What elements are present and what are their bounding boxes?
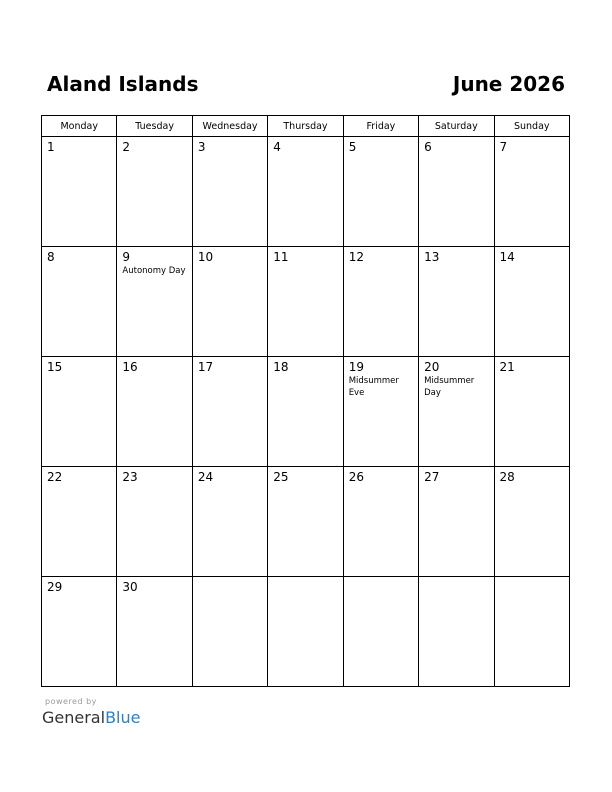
calendar-day-cell [117, 577, 192, 687]
weekday-header-tuesday: Tuesday [117, 116, 192, 137]
calendar-day-cell [419, 467, 494, 577]
calendar-day-cell [343, 357, 418, 467]
calendar-day-cell [419, 137, 494, 247]
weekday-header-saturday: Saturday [419, 116, 494, 137]
calendar-week-row [42, 467, 570, 577]
weekday-header-wednesday: Wednesday [192, 116, 267, 137]
weekday-header-friday: Friday [343, 116, 418, 137]
day-number: 21 [499, 360, 515, 374]
month-year-title: June 2026 [452, 72, 565, 96]
brand-general-text: General [42, 708, 106, 727]
day-number: 14 [499, 250, 515, 264]
day-number: 15 [47, 360, 63, 374]
calendar-day-cell [268, 137, 343, 247]
day-number: 24 [197, 470, 214, 484]
calendar-week-row [42, 577, 570, 687]
day-number: 19 [348, 360, 364, 374]
calendar-empty-cell [494, 577, 569, 687]
calendar-empty-cell [268, 577, 343, 687]
calendar-day-cell [117, 247, 192, 357]
weekday-header-row [42, 116, 570, 137]
calendar-day-cell [42, 247, 117, 357]
calendar-day-cell [42, 357, 117, 467]
day-number: 27 [424, 470, 440, 484]
day-number: 18 [273, 360, 289, 374]
calendar-day-cell [42, 137, 117, 247]
day-number: 9 [122, 250, 131, 264]
holiday-label: Autonomy Day [122, 266, 186, 276]
day-number: 26 [348, 470, 364, 484]
day-number: 23 [122, 470, 138, 484]
day-number: 10 [197, 250, 214, 264]
calendar-day-cell [268, 357, 343, 467]
day-number: 8 [47, 250, 55, 264]
calendar-week-row [42, 137, 570, 247]
calendar-day-cell [42, 577, 117, 687]
day-number: 5 [348, 140, 357, 154]
day-number: 20 [424, 360, 440, 374]
generalblue-logo[interactable] [42, 708, 140, 728]
weekday-header-monday: Monday [42, 116, 117, 137]
calendar-day-cell [42, 467, 117, 577]
calendar-day-cell [419, 357, 494, 467]
day-number: 12 [348, 250, 364, 264]
calendar-week-row [42, 357, 570, 467]
calendar-day-cell [117, 137, 192, 247]
day-number: 30 [122, 580, 138, 594]
weekday-header-thursday: Thursday [268, 116, 343, 137]
calendar-week-row [42, 247, 570, 357]
day-number: 29 [47, 580, 63, 594]
day-number: 6 [424, 140, 432, 154]
calendar-empty-cell [419, 577, 494, 687]
day-number: 4 [273, 140, 281, 154]
day-number: 25 [273, 470, 289, 484]
day-number: 7 [499, 140, 508, 154]
holiday-label: Midsummer Day [424, 376, 475, 398]
calendar-body [42, 137, 570, 687]
calendar-day-cell [419, 247, 494, 357]
calendar-day-cell [494, 357, 569, 467]
calendar-day-cell [192, 137, 267, 247]
day-number: 16 [122, 360, 138, 374]
calendar-day-cell [494, 137, 569, 247]
weekday-header-sunday: Sunday [494, 116, 569, 137]
brand-blue-text: Blue [105, 708, 141, 727]
calendar-grid [41, 115, 570, 687]
calendar-day-cell [192, 247, 267, 357]
calendar-day-cell [117, 357, 192, 467]
calendar-day-cell [192, 467, 267, 577]
day-number: 17 [197, 360, 214, 374]
calendar-day-cell [494, 467, 569, 577]
day-number: 2 [122, 140, 131, 154]
day-number: 22 [47, 470, 63, 484]
calendar-day-cell [343, 467, 418, 577]
calendar-empty-cell [192, 577, 267, 687]
calendar-day-cell [117, 467, 192, 577]
calendar-day-cell [192, 357, 267, 467]
calendar-day-cell [494, 247, 569, 357]
holiday-label: Midsummer Eve [348, 376, 399, 398]
powered-by-text: powered by [45, 697, 97, 706]
calendar-empty-cell [343, 577, 418, 687]
day-number: 28 [499, 470, 515, 484]
region-title: Aland Islands [47, 72, 199, 96]
day-number: 13 [424, 250, 440, 264]
calendar-day-cell [343, 137, 418, 247]
day-number: 11 [273, 250, 289, 264]
day-number: 3 [197, 140, 206, 154]
calendar-day-cell [343, 247, 418, 357]
footer-branding [42, 697, 140, 728]
calendar-day-cell [268, 467, 343, 577]
day-number: 1 [47, 140, 55, 154]
calendar-day-cell [268, 247, 343, 357]
